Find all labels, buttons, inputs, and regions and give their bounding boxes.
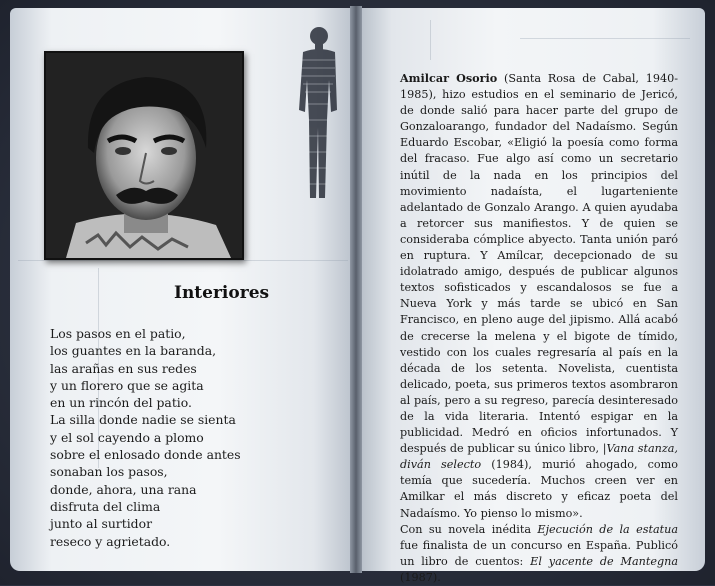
poem-line: y el sol cayendo a plomo (50, 429, 204, 445)
bio-text: Con su novela inédita (400, 522, 538, 536)
author-biography (400, 70, 678, 586)
novel-title: Ejecución de la estatua (537, 522, 678, 536)
poem-line: y un florero que se agita (50, 377, 204, 393)
poem-line: Los pasos en el patio, (50, 326, 186, 341)
decorative-line (430, 20, 431, 60)
poem-line: La silla donde nadie se sienta (50, 412, 236, 428)
poem-line: donde, ahora, una rana (50, 481, 197, 497)
decorative-line (18, 260, 348, 261)
poem-line: sobre el enlosado donde antes (50, 447, 241, 463)
poem-line: junto al surtidor (50, 516, 152, 532)
book-title: Vana stanza, diván selecto (400, 442, 678, 472)
poem-line: reseco y agrietado. (50, 533, 171, 549)
poem-line: los guantes en la baranda, (50, 343, 217, 359)
portrait-illustration (46, 53, 242, 258)
poem-line: en un rincón del patio. (50, 395, 192, 411)
poem-body (50, 325, 241, 550)
poem-title: Interiores (174, 283, 270, 303)
bio-text: (1987). (400, 570, 441, 584)
author-name: Amilcar Osorio (400, 71, 498, 85)
poem-line: sonaban los pasos, (50, 464, 168, 480)
bio-text: (1984), murió ahogado, como temía que sucedería. Muchos creen ver en Amilkar el más discreto y eficaz poeta del Nadaísmo. Yo pienso lo mismo». (400, 458, 678, 520)
poem-line: las arañas en sus redes (50, 360, 197, 376)
author-portrait-photo (44, 51, 244, 260)
text-figure-silhouette-icon (291, 20, 341, 200)
bio-paragraph (400, 70, 678, 522)
stories-title: El yacente de Mantegna (530, 554, 678, 568)
bio-text: (Santa Rosa de Cabal, 1940-1985), hizo estudios en el seminario de Jericó, de donde salió para hacer parte del grupo de Gonzaloarango, fundador del Nadaísmo. Según Eduardo Escobar, «Eligió la poesía como forma del fracaso. Fue algo así como un secretario inútil de la nada en los principios del movimiento nadaísta, el lugarteniente adelantado de Gonzalo Arango. A quien ayudaba a retorcer sus manifiestos. Y de quien se consideraba cómplice abyecto. Tanta unión paró en ruptura. Y Amílcar, decepcionado de su idolatrado amigo, después de publicar algunos textos sofisticados y escandalosos se fue a Nueva York y más tarde se ubicó en San Francisco, en pleno auge del jipismo. Allá acabó de crecerse la melena y el bigote de tímido, vestido con los cuales regresaría al país en la década de los setenta. Novelista, cuentista delicado, poeta, sus primeros textos asombraron al país, pero a su regreso, parecía desinteresado de la vida literaria. Intentó espigar en la publicidad. Medró en oficios infortunados. Y después de publicar su único libro, | (400, 72, 679, 456)
bio-text: fue finalista de un concurso en España. Publicó un libro de cuentos: (400, 538, 678, 568)
poem-line: disfruta del clima (50, 498, 161, 514)
book-spine (350, 6, 362, 573)
bio-paragraph (400, 522, 678, 586)
decorative-line (520, 38, 690, 39)
